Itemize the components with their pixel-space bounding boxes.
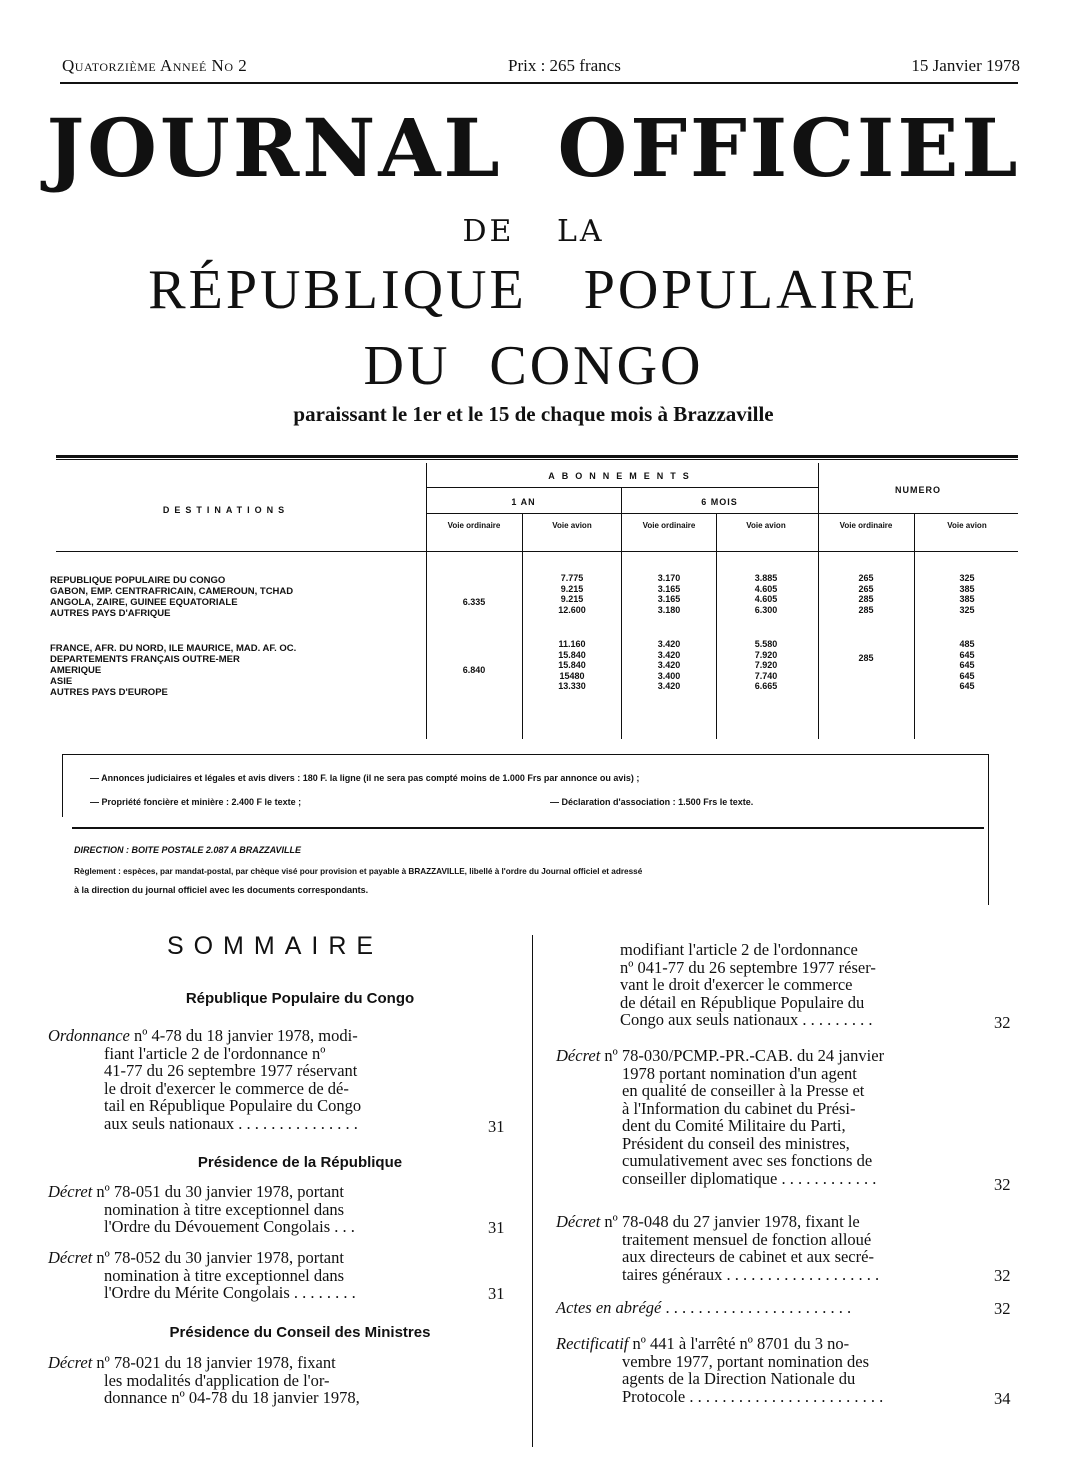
table-vrule-3 bbox=[621, 487, 622, 739]
destination-row: DEPARTEMENTS FRANÇAIS OUTRE-MER bbox=[50, 654, 240, 665]
toc-page-number: 32 bbox=[994, 1013, 1011, 1032]
table-top-rule bbox=[56, 455, 1018, 458]
period-6mois-header: 6 MOIS bbox=[701, 497, 738, 507]
value-cell: 5.580 7.920 7.920 7.740 6.665 bbox=[754, 639, 778, 691]
value-cell: 265 265 285 285 bbox=[858, 573, 874, 615]
issue-date: 15 Janvier 1978 bbox=[911, 56, 1020, 75]
journal-title-congo: DU CONGO bbox=[363, 335, 704, 397]
toc-entry-decret-78-021: Décret nº 78-021 du 18 janvier 1978, fixant les modalités d'application de l'or- donnance nº 04-78 du 18 janvier 1978, bbox=[48, 1353, 360, 1407]
section-presidence: Présidence de la République bbox=[197, 1154, 403, 1171]
toc-page-number: 34 bbox=[994, 1389, 1011, 1408]
toc-entry-decret-78-030: Décret nº 78-030/PCMP.-PR.-CAB. du 24 janvier 1978 portant nomination d'un agent en qualité de conseiller à la Presse et à l'Information du cabinet du Prési- dent du Comité Militaire du Parti, Président du conseil des ministres, cumulativement avec ses fonctions de conseiller diplomatique . . . . . . . . . . . . bbox=[556, 1046, 885, 1188]
value-cell: 6.840 bbox=[462, 665, 486, 675]
notice-annonces: — Annonces judiciaires et légales et avis divers : 180 F. la ligne (il ne sera pas compté moins de 1.000 Frs par annonce ou avis) ; bbox=[90, 773, 640, 783]
masthead-rule bbox=[60, 82, 1018, 84]
toc-entry-actes-en-abrege: Actes en abrégé . . . . . . . . . . . . . . . . . . . . . . . bbox=[556, 1298, 852, 1317]
value-cell: 285 bbox=[858, 653, 874, 663]
destination-row: AUTRES PAYS D'EUROPE bbox=[50, 687, 168, 698]
value-cell: 485 645 645 645 645 bbox=[959, 639, 975, 691]
journal-title-de-la: DE LA bbox=[462, 214, 605, 249]
col-numero-avion: Voie avion bbox=[947, 521, 987, 530]
notice-propriete: — Propriété foncière et minière : 2.400 F le texte ; bbox=[90, 797, 302, 807]
toc-entry-decret-78-021-cont: modifiant l'article 2 de l'ordonnance nº 041-77 du 26 septembre 1977 réser- vant le droit d'exercer le commerce de détail en République Populaire du Congo aux seuls nationaux . . . . . . . . . bbox=[620, 940, 876, 1029]
value-cell: 325 385 385 325 bbox=[959, 573, 975, 615]
destination-row: FRANCE, AFR. DU NORD, ILE MAURICE, MAD. AF. OC. bbox=[50, 643, 297, 654]
notice-box bbox=[62, 754, 989, 905]
table-vrule-4 bbox=[716, 513, 717, 739]
toc-page-number: 32 bbox=[994, 1299, 1011, 1318]
value-cell: 3.420 3.420 3.420 3.400 3.420 bbox=[657, 639, 681, 691]
journal-title-republique: RÉPUBLIQUE POPULAIRE bbox=[148, 259, 919, 321]
value-cell: 6.335 bbox=[462, 597, 486, 607]
destination-row: GABON, EMP. CENTRAFRICAIN, CAMEROUN, TCHAD bbox=[50, 586, 294, 597]
col-numero-ordinaire: Voie ordinaire bbox=[839, 521, 893, 530]
toc-page-number: 32 bbox=[994, 1266, 1011, 1285]
toc-page-number: 31 bbox=[488, 1284, 505, 1303]
destination-row: ANGOLA, ZAIRE, GUINEE EQUATORIALE bbox=[50, 597, 238, 608]
journal-title: JOURNAL OFFICIEL bbox=[46, 101, 1021, 195]
destinations-header: DESTINATIONS bbox=[162, 505, 290, 515]
destination-row: AUTRES PAYS D'AFRIQUE bbox=[50, 608, 171, 619]
value-cell: 11.160 15.840 15.840 15480 13.330 bbox=[558, 639, 586, 691]
numero-header: NUMERO bbox=[895, 485, 941, 495]
issue-price: Prix : 265 francs bbox=[508, 56, 621, 75]
destination-row: ASIE bbox=[50, 676, 73, 687]
subscription-table bbox=[50, 455, 1018, 745]
col-1an-ordinaire: Voie ordinaire bbox=[447, 521, 501, 530]
table-vrule-5 bbox=[818, 463, 819, 739]
notice-direction: DIRECTION : BOITE POSTALE 2.087 A BRAZZAVILLE bbox=[74, 845, 302, 855]
table-header-bottom-rule bbox=[56, 551, 1018, 552]
notice-left-bar bbox=[62, 755, 63, 817]
notice-reglement-line2: à la direction du journal officiel avec les documents correspondants. bbox=[74, 885, 369, 895]
destination-row: AMERIQUE bbox=[50, 665, 102, 676]
notice-separator bbox=[72, 827, 984, 829]
table-vrule-2 bbox=[522, 513, 523, 739]
publication-frequency: paraissant le 1er et le 15 de chaque mois à Brazzaville bbox=[293, 402, 774, 426]
toc-entry-ordonnance-4-78: Ordonnance nº 4-78 du 18 janvier 1978, modi- fiant l'article 2 de l'ordonnance nº 41-77 du 26 septembre 1977 réservant le droit d'exercer le commerce de dé- tail en République Populaire du Congo aux seuls nationaux . . . . . . . . . . . . . . . bbox=[48, 1026, 362, 1133]
col-6mois-avion: Voie avion bbox=[746, 521, 786, 530]
notice-reglement-line1: Règlement : espèces, par mandat-postal, par chèque visé pour provision et payable à BRAZZAVILLE, libellé à l'ordre du Journal officiel et adressé bbox=[74, 867, 643, 876]
toc-entry-rectificatif-441: Rectificatif nº 441 à l'arrêté nº 8701 du 3 no- vembre 1977, portant nomination des agents de la Direction Nationale du Protocole . . . . . . . . . . . . . . . . . . . . . . . . bbox=[556, 1334, 884, 1406]
col-6mois-ordinaire: Voie ordinaire bbox=[642, 521, 696, 530]
value-cell: 3.170 3.165 3.165 3.180 bbox=[657, 573, 681, 615]
value-cell: 3.885 4.605 4.605 6.300 bbox=[754, 573, 778, 615]
value-cell: 7.775 9.215 9.215 12.600 bbox=[558, 573, 586, 615]
issue-number: Quatorzième Anneé No 2 bbox=[62, 56, 248, 75]
destination-row: REPUBLIQUE POPULAIRE DU CONGO bbox=[50, 575, 226, 586]
toc-page-number: 31 bbox=[488, 1117, 505, 1136]
toc-entry-decret-78-052: Décret nº 78-052 du 30 janvier 1978, portant nomination à titre exceptionnel dans l'Ordre du Mérite Congolais . . . . . . . . bbox=[48, 1248, 356, 1302]
abonnements-header: ABONNEMENTS bbox=[548, 471, 696, 481]
table-rule-periods bbox=[426, 513, 1018, 514]
period-1an-header: 1 AN bbox=[511, 497, 536, 507]
table-rule-abonnements bbox=[426, 487, 818, 488]
toc-page-number: 31 bbox=[488, 1218, 505, 1237]
masthead-topline bbox=[62, 56, 1020, 80]
toc-page-number: 32 bbox=[994, 1175, 1011, 1194]
notice-declaration: — Déclaration d'association : 1.500 Frs le texte. bbox=[550, 797, 754, 807]
section-conseil: Présidence du Conseil des Ministres bbox=[169, 1324, 431, 1341]
toc-entry-decret-78-051: Décret nº 78-051 du 30 janvier 1978, portant nomination à titre exceptionnel dans l'Ordre du Dévouement Congolais . . . bbox=[48, 1182, 355, 1236]
table-top-rule-2 bbox=[56, 459, 1018, 460]
col-1an-avion: Voie avion bbox=[552, 521, 592, 530]
column-divider bbox=[532, 935, 533, 1447]
table-vrule-6 bbox=[914, 513, 915, 739]
toc-entry-decret-78-048: Décret nº 78-048 du 27 janvier 1978, fixant le traitement mensuel de fonction alloué aux directeurs de cabinet et aux secré- taires généraux . . . . . . . . . . . . . . . . . . . bbox=[556, 1212, 880, 1284]
sommaire-title: SOMMAIRE bbox=[166, 932, 384, 960]
section-republique: République Populaire du Congo bbox=[185, 990, 415, 1007]
